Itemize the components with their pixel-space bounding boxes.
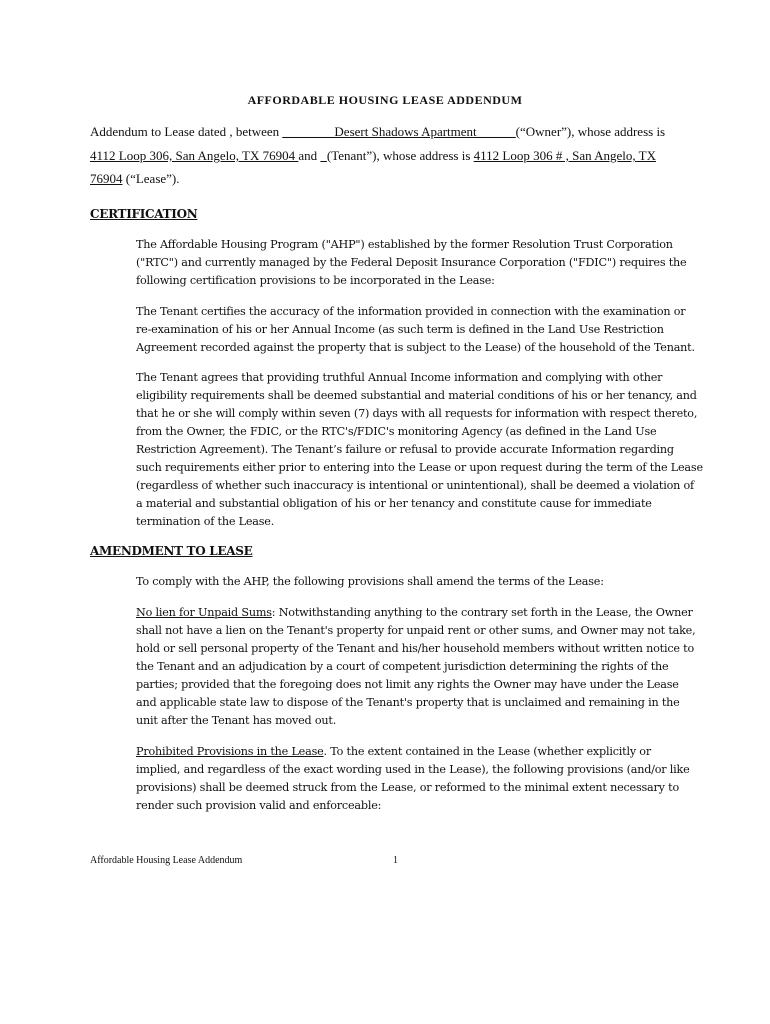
paragraph-line <box>136 743 736 761</box>
paragraph-line: the Tenant and an adjudication by a court of competent jurisdiction determining the rights of the <box>136 660 669 673</box>
paragraph-line: Agreement recorded against the property that is subject to the Lease) of the household of the Tenant. <box>136 341 695 354</box>
paragraph-text: . To the extent contained in the Lease (whether explicitly or <box>323 745 651 758</box>
paragraph-text: : Notwithstanding anything to the contrary set forth in the Lease, the Owner <box>271 606 693 619</box>
intro-line-2 <box>90 148 730 164</box>
paragraph-line: that he or she will comply within seven (7) days with all requests for information with respect thereto, <box>136 407 698 420</box>
paragraph-line: The Tenant agrees that providing truthful Annual Income information and complying with other <box>136 371 663 384</box>
footer-label: Affordable Housing Lease Addendum <box>90 855 243 866</box>
paragraph-line: The Affordable Housing Program ("AHP") established by the former Resolution Trust Corporation <box>136 238 673 251</box>
no-lien-title: No lien for Unpaid Sums <box>136 606 272 619</box>
paragraph-line: eligibility requirements shall be deemed substantial and material conditions of his or her tenancy, and <box>136 389 697 402</box>
paragraph-line: implied, and regardless of the exact wording used in the Lease), the following provisions (and/or like <box>136 763 690 776</box>
lease-address-zip: 76904 <box>90 171 123 186</box>
intro-line-1 <box>90 124 730 140</box>
paragraph-line: hold or sell personal property of the Tenant and his/her household members without written notice to <box>136 642 695 655</box>
paragraph-line: unit after the Tenant has moved out. <box>136 714 337 727</box>
paragraph-line: re-examination of his or her Annual Income (as such term is defined in the Land Use Restriction <box>136 323 664 336</box>
paragraph-line: a material and substantial obligation of his or her tenancy and constitute cause for immediate <box>136 497 652 510</box>
owner-name: ________Desert Shadows Apartment______ <box>282 124 516 139</box>
paragraph-line <box>136 604 736 622</box>
certification-paragraph-2 <box>136 303 736 357</box>
owner-address: 4112 Loop 306, San Angelo, TX 76904 <box>90 148 299 163</box>
prohibited-provisions-title: Prohibited Provisions in the Lease <box>136 745 324 758</box>
amendment-heading: AMENDMENT TO LEASE <box>90 544 253 558</box>
certification-paragraph-3 <box>136 369 736 531</box>
paragraph-line: To comply with the AHP, the following provisions shall amend the terms of the Lease: <box>136 575 604 588</box>
prohibited-provisions-paragraph <box>136 743 736 815</box>
no-lien-paragraph <box>136 604 736 730</box>
lease-label-text: (“Lease”). <box>122 171 180 186</box>
page-number: 1 <box>393 855 398 866</box>
paragraph-line: Restriction Agreement). The Tenant’s failure or refusal to provide accurate Information regarding <box>136 443 674 456</box>
tenant-label-text: (Tenant”), whose address is <box>326 148 474 163</box>
paragraph-line: termination of the Lease. <box>136 515 275 528</box>
document-title: AFFORDABLE HOUSING LEASE ADDENDUM <box>247 93 523 107</box>
and-text: and <box>298 148 321 163</box>
paragraph-line: (regardless of whether such inaccuracy is intentional or unintentional), shall be deemed a violation of <box>136 479 694 492</box>
amendment-paragraph-1 <box>136 573 736 591</box>
paragraph-line: ("RTC") and currently managed by the Federal Deposit Insurance Corporation ("FDIC") requires the <box>136 256 687 269</box>
certification-heading: CERTIFICATION <box>90 207 198 221</box>
intro-line-3 <box>90 171 730 187</box>
paragraph-line: from the Owner, the FDIC, or the RTC's/FDIC's monitoring Agency (as defined in the Land Use <box>136 425 657 438</box>
paragraph-line: The Tenant certifies the accuracy of the information provided in connection with the examination or <box>136 305 686 318</box>
paragraph-line: provisions) shall be deemed struck from the Lease, or reformed to the minimal extent necessary to <box>136 781 679 794</box>
intro-lease-dated-text: Addendum to Lease dated , between <box>90 124 283 139</box>
paragraph-line: and applicable state law to dispose of the Tenant's property that is unclaimed and remaining in the <box>136 696 680 709</box>
paragraph-line: shall not have a lien on the Tenant's property for unpaid rent or other sums, and Owner may not take, <box>136 624 696 637</box>
paragraph-line: such requirements either prior to entering into the Lease or upon request during the term of the Lease <box>136 461 703 474</box>
owner-label-text: (“Owner”), whose address is <box>515 124 666 139</box>
lease-address: 4112 Loop 306 # , San Angelo, TX <box>473 148 656 163</box>
paragraph-line: render such provision valid and enforceable: <box>136 799 382 812</box>
paragraph-line: following certification provisions to be incorporated in the Lease: <box>136 274 495 287</box>
certification-paragraph-1 <box>136 236 736 290</box>
paragraph-line: parties; provided that the foregoing does not limit any rights the Owner may have under the Lease <box>136 678 679 691</box>
